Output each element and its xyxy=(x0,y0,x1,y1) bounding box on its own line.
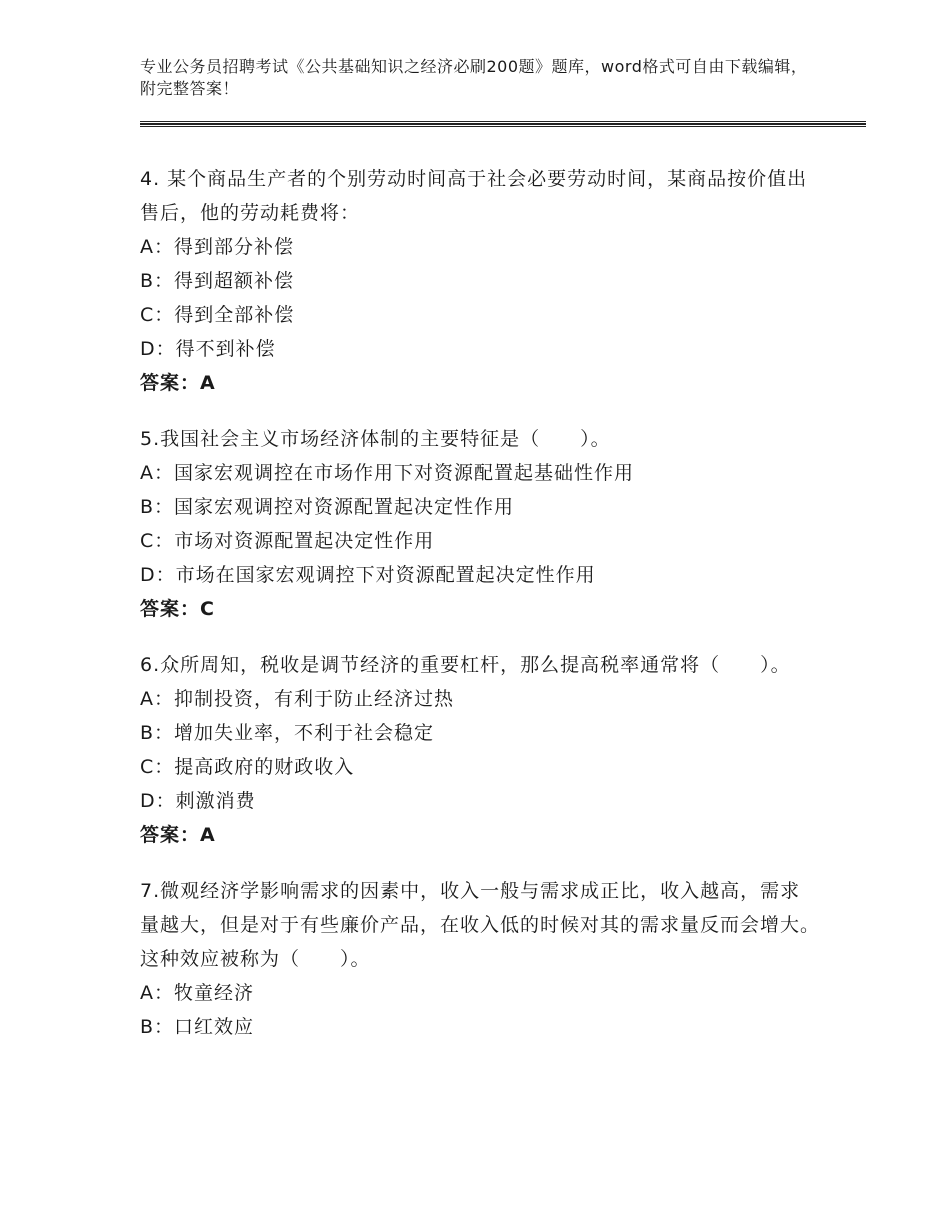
question-stem: 6.众所周知，税收是调节经济的重要杠杆，那么提高税率通常将（ ）。 xyxy=(140,654,791,676)
option-a: A：牧童经济 xyxy=(140,982,254,1004)
header-rule-top xyxy=(140,121,866,122)
question-5 xyxy=(140,422,820,626)
option-c: C：得到全部补偿 xyxy=(140,304,295,326)
question-4 xyxy=(140,162,820,400)
option-b: B：国家宏观调控对资源配置起决定性作用 xyxy=(140,496,515,518)
question-stem: 4. 某个商品生产者的个别劳动时间高于社会必要劳动时间，某商品按价值出售后，他的劳动耗费将： xyxy=(140,168,808,224)
answer-line: 答案：A xyxy=(140,372,216,394)
question-stem: 7.微观经济学影响需求的因素中，收入一般与需求成正比，收入越高，需求量越大，但是对于有些廉价产品，在收入低的时候对其的需求量反而会增大。这种效应被称为（ ）。 xyxy=(140,880,821,970)
header-rule-bottom xyxy=(140,126,866,127)
question-7 xyxy=(140,874,820,1044)
question-6 xyxy=(140,648,820,852)
option-d: D：市场在国家宏观调控下对资源配置起决定性作用 xyxy=(140,564,596,586)
document-header: 专业公务员招聘考试《公共基础知识之经济必刷200题》题库，word格式可自由下载编辑，附完整答案！ xyxy=(140,57,808,98)
option-b: B：口红效应 xyxy=(140,1016,255,1038)
answer-line: 答案：A xyxy=(140,824,216,846)
option-b: B：得到超额补偿 xyxy=(140,270,295,292)
header-rule-middle xyxy=(140,123,866,125)
option-d: D：得不到补偿 xyxy=(140,338,276,360)
option-a: A：抑制投资，有利于防止经济过热 xyxy=(140,688,454,710)
answer-line: 答案：C xyxy=(140,598,215,620)
question-list xyxy=(140,162,820,1066)
option-c: C：提高政府的财政收入 xyxy=(140,756,355,778)
option-a: A：得到部分补偿 xyxy=(140,236,294,258)
question-stem: 5.我国社会主义市场经济体制的主要特征是（ ）。 xyxy=(140,428,611,450)
option-c: C：市场对资源配置起决定性作用 xyxy=(140,530,435,552)
option-a: A：国家宏观调控在市场作用下对资源配置起基础性作用 xyxy=(140,462,634,484)
option-b: B：增加失业率，不利于社会稳定 xyxy=(140,722,435,744)
option-d: D：刺激消费 xyxy=(140,790,256,812)
